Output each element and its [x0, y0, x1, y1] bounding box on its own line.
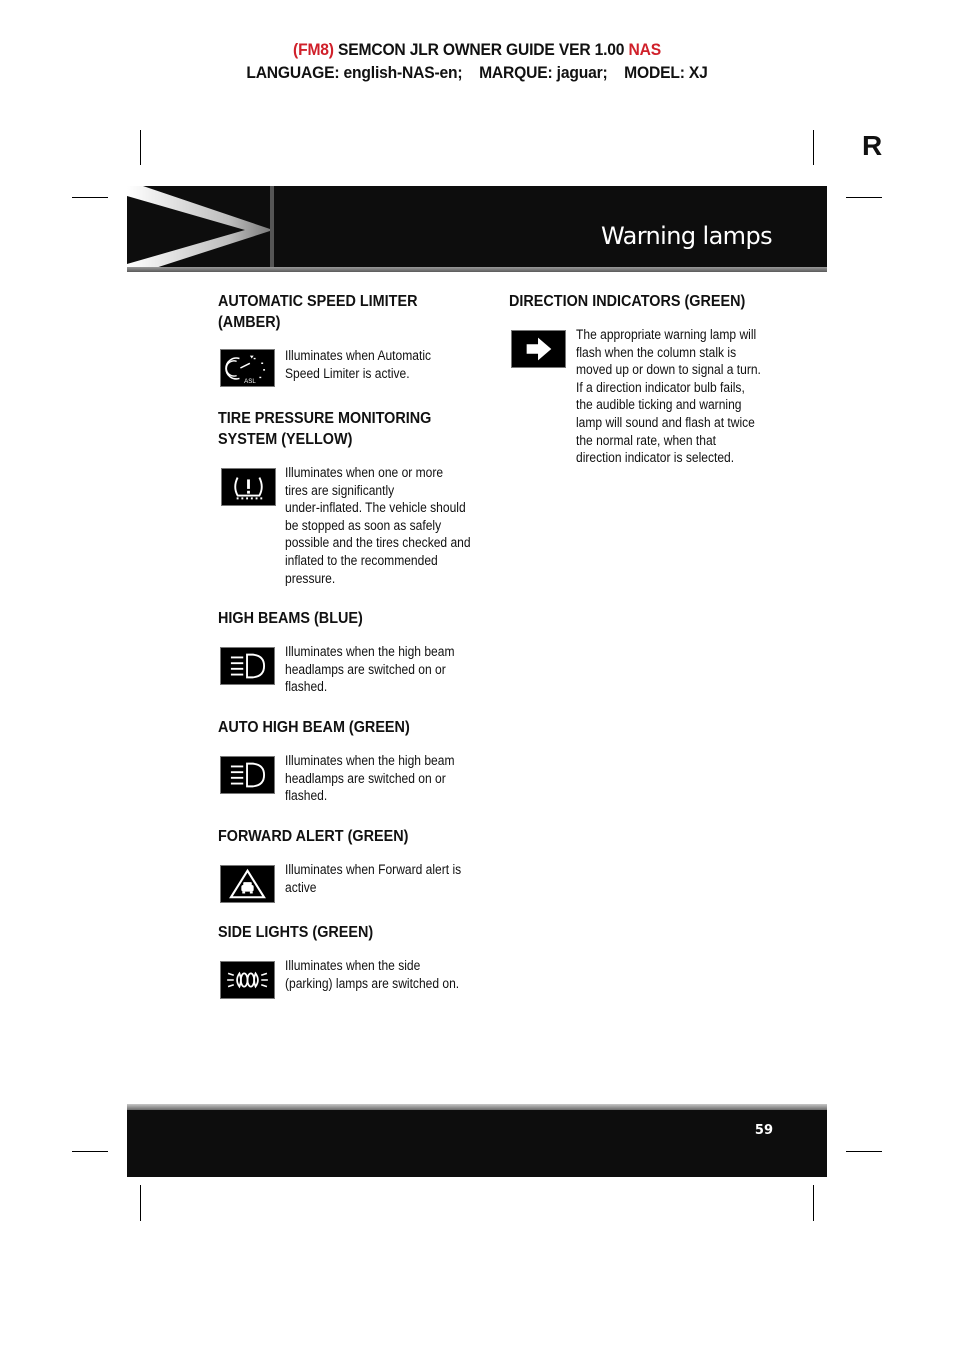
auto-high-beam-icon [220, 756, 275, 794]
print-header-code: (FM8) [293, 40, 334, 59]
crop-mark [72, 1151, 108, 1152]
section-heading-forward-alert: FORWARD ALERT (GREEN) [218, 828, 409, 845]
svg-text:ASL: ASL [244, 378, 256, 386]
page-title: Warning lamps [601, 222, 772, 250]
direction-indicator-icon [511, 330, 566, 368]
crop-mark [140, 130, 141, 165]
section-text-tire-pressure: Illuminates when one or more tires are significantly under-inflated. The vehicle should be stopped as soon as safely possible and the tires checked and inflated to the recommended pressure. [285, 465, 471, 586]
tire-pressure-icon [221, 468, 276, 506]
section-heading-side-lights: SIDE LIGHTS (GREEN) [218, 924, 374, 941]
side-lights-icon [220, 961, 275, 999]
registration-letter: R [862, 130, 883, 161]
section-text-speed-limiter: Illuminates when Automatic Speed Limiter is active. [285, 348, 432, 381]
section-heading-tire-pressure: TIRE PRESSURE MONITORING SYSTEM (YELLOW) [218, 410, 432, 448]
section-text-side-lights: Illuminates when the side (parking) lamps are switched on. [285, 958, 460, 991]
crop-mark [140, 1185, 141, 1221]
print-header-line-1 [38, 40, 916, 60]
print-header-line-2: LANGUAGE: english-NAS-en; MARQUE: jaguar; MODEL: XJ [246, 63, 708, 82]
page-number: 59 [754, 1123, 773, 1138]
section-banner [127, 186, 827, 272]
section-heading-auto-high-beam: AUTO HIGH BEAM (GREEN) [218, 719, 410, 736]
speed-limiter-icon [220, 349, 275, 387]
crop-mark [813, 1185, 814, 1221]
print-header-region: NAS [628, 40, 661, 59]
crop-mark [846, 197, 882, 198]
page-footer [127, 1104, 827, 1177]
forward-alert-icon [220, 865, 275, 903]
section-text-forward-alert: Illuminates when Forward alert is active [285, 862, 462, 895]
section-text-auto-high-beam: Illuminates when the high beam headlamps are switched on or flashed. [285, 753, 455, 804]
crop-mark [72, 197, 108, 198]
section-text-direction-indicators: The appropriate warning lamp will flash when the column stalk is moved up or down to signal a turn. If a direction indicator bulb fails, the audible ticking and warning lamp will sound and flash at twice the normal rate, when that direction indicator is selected. [576, 327, 761, 466]
section-heading-high-beams: HIGH BEAMS (BLUE) [218, 610, 363, 627]
footer-bar [127, 1104, 827, 1110]
crop-mark [813, 130, 814, 165]
section-heading-direction-indicators: DIRECTION INDICATORS (GREEN) [509, 293, 746, 310]
section-heading-speed-limiter: AUTOMATIC SPEED LIMITER (AMBER) [218, 293, 418, 331]
section-text-high-beams: Illuminates when the high beam headlamps are switched on or flashed. [285, 644, 455, 695]
banner-underline [127, 267, 827, 272]
chevron-graphic [127, 186, 277, 272]
high-beam-icon [220, 647, 275, 685]
print-header-title: SEMCON JLR OWNER GUIDE VER 1.00 [333, 40, 629, 59]
crop-mark [846, 1151, 882, 1152]
